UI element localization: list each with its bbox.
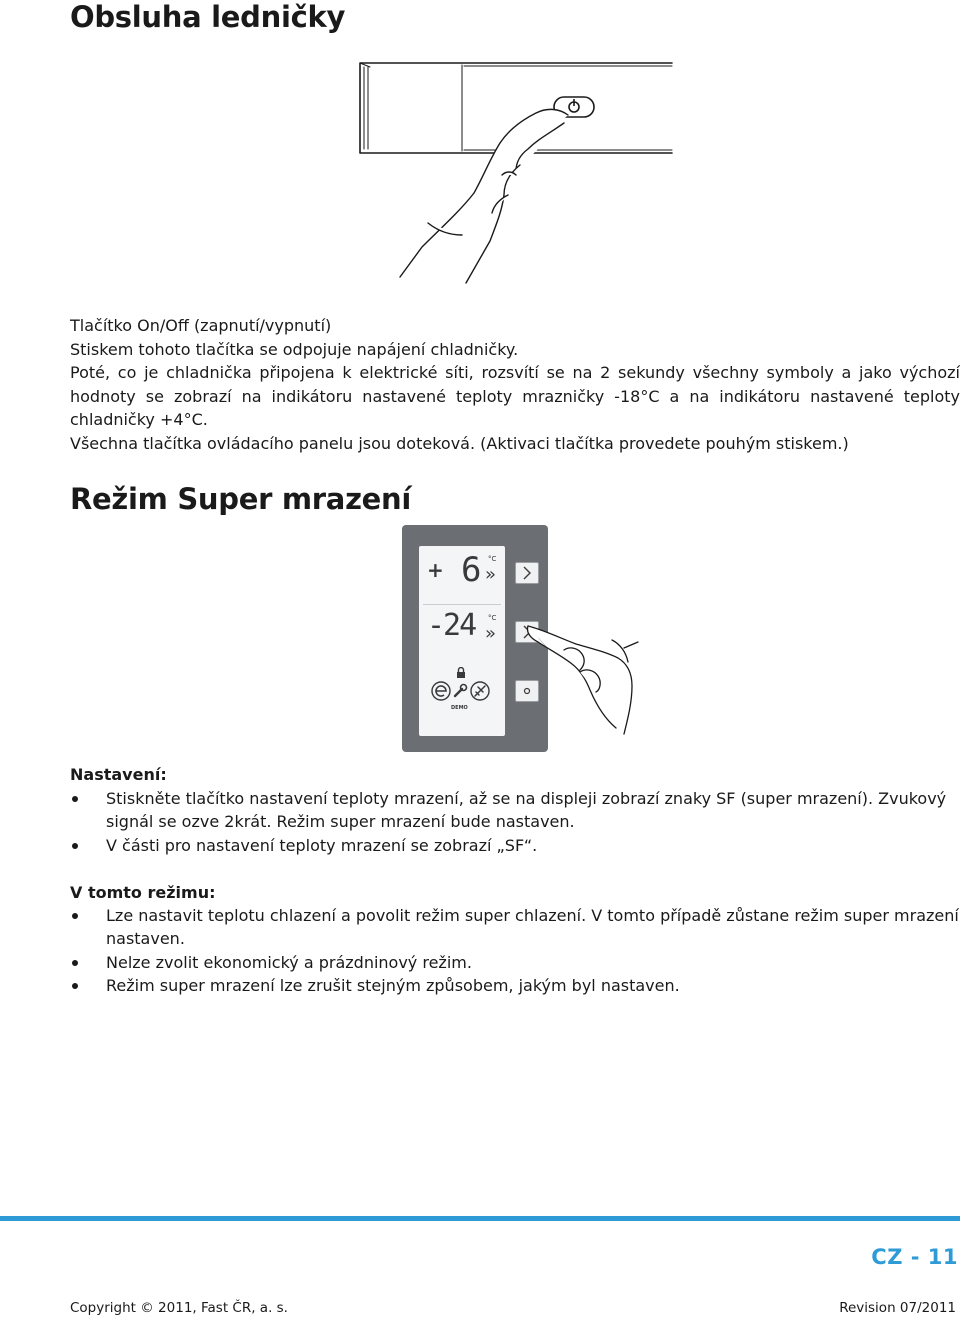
fridge-super-icon: » (485, 564, 497, 585)
page-number: CZ - 11 (871, 1245, 958, 1269)
fridge-unit: °C (488, 555, 497, 563)
list-item: V části pro nastavení teploty mrazení se zobrazí „SF“. (70, 834, 960, 857)
fridge-temp-button[interactable] (515, 562, 539, 584)
touch-buttons-note: Všechna tlačítka ovládacího panelu jsou doteková. (Aktivaci tlačítka provedete pouhým stiskem.) (70, 433, 849, 453)
onoff-button-illustration (340, 55, 680, 285)
footer-divider (0, 1216, 960, 1221)
demo-label: DEMO (451, 705, 468, 711)
freezer-unit: °C (488, 614, 497, 622)
onoff-label: Tlačítko On/Off (zapnutí/vypnutí) (70, 316, 332, 335)
lcd-display (419, 546, 505, 736)
onoff-paragraph: Poté, co je chladnička připojena k elektrické síti, rozsvítí se na 2 sekundy všechny symboly a jako výchozí hodnoty se zobrazí na indikátoru nastavené teploty mrazničky -18°C a na indikátoru nastavené teploty chladničky +4°C. (70, 363, 960, 430)
revision: Revision 07/2011 (839, 1300, 956, 1316)
list-item: Stiskněte tlačítko nastavení teploty mrazení, až se na displeji zobrazí znaky SF (super mrazení). Zvukový signál se ozve 2krát. Režim super mrazení bude nastaven. (70, 787, 960, 834)
onoff-description: Stiskem tohoto tlačítka se odpojuje napájení chladničky. (70, 339, 519, 359)
wrench-icon (452, 683, 468, 699)
hand-icon (520, 610, 650, 745)
freezer-temperature: -24 (427, 608, 476, 643)
page-title: Obsluha ledničky (70, 0, 346, 34)
mode-heading: V tomto režimu: (70, 883, 216, 902)
super-freeze-heading: Režim Super mrazení (70, 482, 412, 516)
hand-icon (400, 109, 568, 283)
holiday-icon (470, 681, 490, 701)
chevron-right-icon (516, 563, 538, 583)
list-item: Režim super mrazení lze zrušit stejným způsobem, jakým byl nastaven. (70, 974, 960, 997)
freezer-super-icon: » (485, 623, 497, 644)
lock-icon (456, 667, 466, 678)
mode-list (70, 904, 960, 997)
settings-heading: Nastavení: (70, 765, 167, 784)
copyright: Copyright © 2011, Fast ČR, a. s. (70, 1300, 288, 1316)
eco-icon (431, 681, 451, 701)
settings-list (70, 787, 960, 857)
fridge-temperature: 6 (461, 550, 482, 590)
list-item: Lze nastavit teplotu chlazení a povolit režim super chlazení. V tomto případě zůstane režim super mrazení nastaven. (70, 904, 960, 951)
list-item: Nelze zvolit ekonomický a prázdninový režim. (70, 951, 960, 974)
fridge-sign: + (427, 558, 444, 582)
